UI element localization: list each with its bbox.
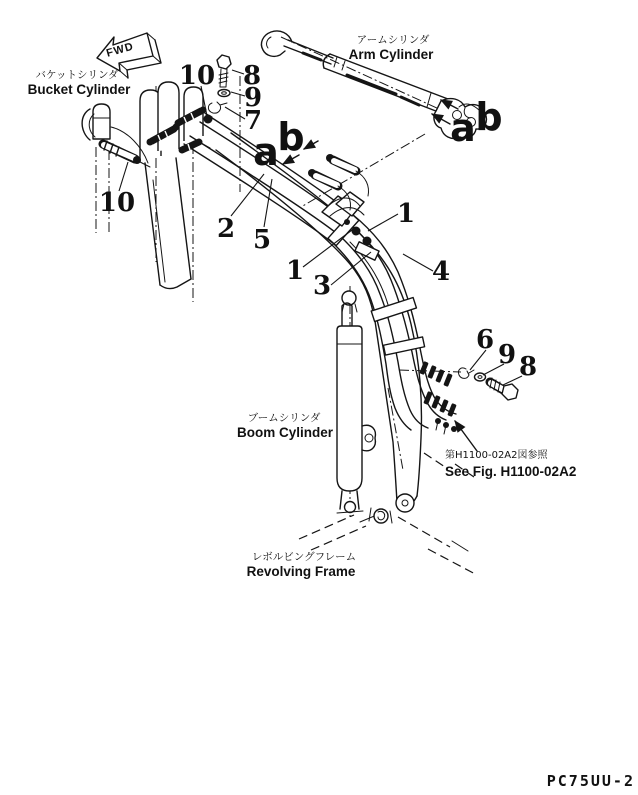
callout-2: 2: [216, 214, 236, 244]
callout-1-left: 1: [285, 256, 305, 286]
bolt-icon-bottom: [490, 378, 518, 400]
hose-stub-b: [326, 154, 369, 196]
callout-8-bottom: 8: [518, 352, 538, 382]
washer-icon-top: [218, 90, 230, 97]
bolt-icon-top: [217, 55, 231, 87]
label-revolving-frame-jp: レボルビングフレーム: [251, 551, 357, 563]
callout-9-upper: 9: [243, 83, 263, 113]
callout-3: 3: [312, 271, 332, 301]
port-letter-a-right: a: [450, 106, 476, 150]
clip-icon-bottom: [458, 368, 474, 378]
port-letter-b-right: b: [475, 95, 503, 139]
callout-7-upper: 7: [243, 106, 263, 136]
label-see-fig-en: See Fig. H1100-02A2: [445, 464, 577, 479]
callout-4: 4: [431, 257, 451, 287]
callout-1-right: 1: [396, 199, 416, 229]
callout-5: 5: [252, 225, 272, 255]
boom-cylinder: [337, 291, 375, 513]
callout-6: 6: [475, 325, 495, 355]
label-bucket-cylinder-en: Bucket Cylinder: [27, 82, 131, 97]
label-boom-cylinder-en: Boom Cylinder: [236, 425, 334, 440]
port-letter-a-mid: a: [253, 130, 279, 174]
label-arm-cylinder-jp: アームシリンダ: [356, 34, 430, 46]
label-boom-cylinder-jp: ブームシリンダ: [247, 412, 321, 424]
callout-10-left: 10: [98, 188, 136, 218]
label-see-fig-jp: 第H1100-02A2図参照: [445, 450, 548, 461]
sheet-code: PC75UU-2: [546, 772, 635, 790]
callout-8-upper: 8: [242, 61, 262, 91]
callout-9-bottom: 9: [497, 340, 517, 370]
label-revolving-frame-en: Revolving Frame: [246, 564, 356, 579]
port-letter-b-mid: b: [277, 115, 305, 159]
fwd-label: FWD: [105, 40, 136, 60]
clip-icon-top: [208, 102, 227, 113]
label-arm-cylinder-en: Arm Cylinder: [348, 47, 434, 62]
label-bucket-cylinder-jp: バケットシリンダ: [35, 69, 119, 81]
callout-10-upper: 10: [178, 61, 216, 91]
